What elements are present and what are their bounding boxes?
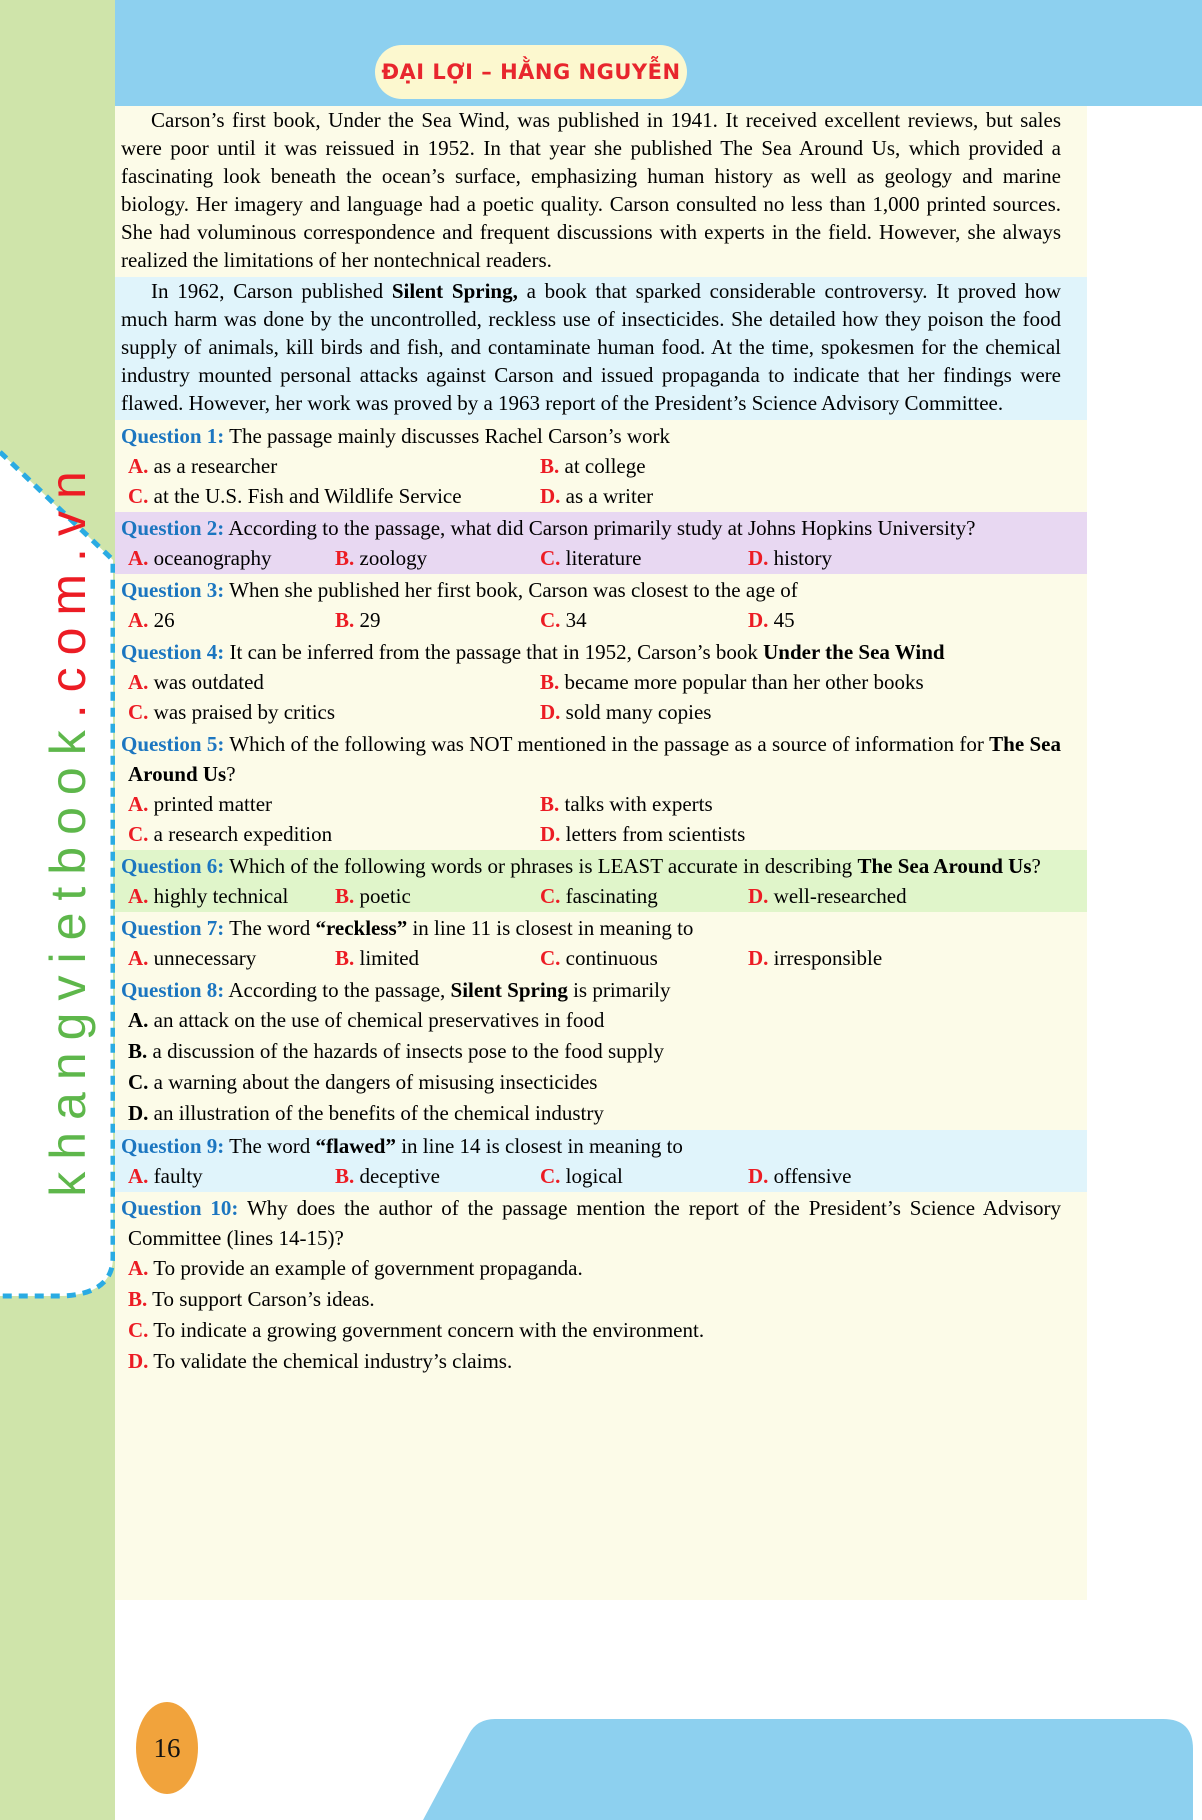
option-letter: B. bbox=[335, 946, 355, 970]
option-d bbox=[748, 543, 1061, 573]
text: The passage mainly discusses Rachel Carson’s work bbox=[229, 424, 671, 448]
passage bbox=[115, 106, 1087, 420]
option-text: logical bbox=[560, 1164, 623, 1188]
option-letter: A. bbox=[128, 946, 149, 970]
option-text: fascinating bbox=[560, 884, 658, 908]
option-a bbox=[128, 789, 540, 819]
option-text: 29 bbox=[354, 608, 381, 632]
page-number: 16 bbox=[153, 1732, 181, 1763]
question-text bbox=[115, 637, 1087, 667]
option-text: well-researched bbox=[768, 884, 907, 908]
option-letter: B. bbox=[128, 1039, 148, 1063]
question-text bbox=[115, 1193, 1087, 1253]
option-letter: B. bbox=[335, 1164, 355, 1188]
text: Why does the author of the passage mention the report of the President’s Science Advisory Committee (lines 14-15)? bbox=[128, 1196, 1061, 1250]
option-text: 45 bbox=[768, 608, 795, 632]
option-text: a discussion of the hazards of insects pose to the food supply bbox=[147, 1039, 665, 1063]
question-options bbox=[128, 943, 1061, 973]
question-text bbox=[115, 729, 1087, 789]
question-6 bbox=[115, 850, 1087, 912]
option-c bbox=[128, 481, 540, 511]
option-text: became more popular than her other books bbox=[559, 670, 924, 694]
option-letter: A. bbox=[128, 546, 149, 570]
text: Which of the following words or phrases is LEAST accurate in describing bbox=[229, 854, 858, 878]
text: In 1962, Carson published bbox=[151, 279, 392, 303]
option-a bbox=[128, 1005, 1061, 1036]
option-text: was praised by critics bbox=[148, 700, 336, 724]
bold-text: “flawed” bbox=[315, 1134, 396, 1158]
question-10 bbox=[115, 1192, 1087, 1378]
question-text bbox=[115, 851, 1087, 881]
question-body bbox=[128, 1196, 1061, 1250]
option-b bbox=[540, 667, 1061, 697]
option-text: oceanography bbox=[148, 546, 272, 570]
question-body bbox=[229, 578, 798, 602]
option-d bbox=[748, 881, 1061, 911]
option-d bbox=[748, 1161, 1061, 1191]
option-letter: D. bbox=[540, 822, 561, 846]
option-text: 26 bbox=[148, 608, 175, 632]
question-3 bbox=[115, 574, 1087, 636]
option-d bbox=[540, 481, 1061, 511]
content-filler bbox=[115, 1378, 1087, 1600]
text: It can be inferred from the passage that in 1952, Carson’s book bbox=[229, 640, 764, 664]
option-letter: C. bbox=[128, 822, 149, 846]
header-badge: ĐẠI LỢI – HẰNG NGUYỄN bbox=[375, 45, 687, 99]
question-5 bbox=[115, 728, 1087, 850]
option-text: as a writer bbox=[560, 484, 654, 508]
question-text bbox=[115, 1131, 1087, 1161]
option-d bbox=[748, 943, 1061, 973]
question-label: Question 5: bbox=[121, 732, 225, 756]
text: Carson’s first book, Under the Sea Wind, was published in 1941. It received excellent reviews, but sales were poor until it was reissued in 1952. In that year she published The Sea Around Us, which provided a fascinating look beneath the ocean’s surface, emphasizing human history as well as geology and marine biology. Her imagery and language had a poetic quality. Carson consulted no less than 1,000 printed sources. She had voluminous correspondence and frequent discussions with experts in the field. However, she always realized the limitations of her nontechnical readers. bbox=[121, 108, 1061, 272]
option-letter: B. bbox=[128, 1287, 148, 1311]
question-label: Question 3: bbox=[121, 578, 225, 602]
option-text: letters from scientists bbox=[560, 822, 746, 846]
option-b bbox=[335, 1161, 540, 1191]
option-text: highly technical bbox=[148, 884, 289, 908]
option-text: at college bbox=[559, 454, 646, 478]
option-text: faulty bbox=[148, 1164, 203, 1188]
option-text: irresponsible bbox=[768, 946, 883, 970]
bold-text: Under the Sea Wind bbox=[763, 640, 945, 664]
question-options bbox=[128, 1005, 1061, 1129]
question-2 bbox=[115, 512, 1087, 574]
option-letter: C. bbox=[128, 1318, 149, 1342]
option-letter: C. bbox=[128, 484, 149, 508]
questions-list bbox=[115, 420, 1087, 1378]
question-body bbox=[228, 516, 975, 540]
option-text: To indicate a growing government concern with the environment. bbox=[148, 1318, 705, 1342]
option-c bbox=[540, 1161, 748, 1191]
option-letter: B. bbox=[540, 670, 560, 694]
option-letter: B. bbox=[335, 884, 355, 908]
text: The word bbox=[229, 1134, 316, 1158]
option-text: as a researcher bbox=[148, 454, 278, 478]
option-c bbox=[540, 943, 748, 973]
question-1 bbox=[115, 420, 1087, 512]
question-body bbox=[229, 424, 670, 448]
option-letter: C. bbox=[540, 608, 561, 632]
option-text: unnecessary bbox=[148, 946, 257, 970]
bold-text: Silent Spring bbox=[450, 978, 568, 1002]
option-text: continuous bbox=[560, 946, 658, 970]
option-a bbox=[128, 543, 335, 573]
text: in line 11 is closest in meaning to bbox=[407, 916, 694, 940]
question-label: Question 9: bbox=[121, 1134, 225, 1158]
question-9 bbox=[115, 1130, 1087, 1192]
option-text: literature bbox=[560, 546, 642, 570]
watermark-site-name: khangvietbook bbox=[40, 718, 96, 1197]
text: The word bbox=[229, 916, 316, 940]
option-c bbox=[540, 881, 748, 911]
question-options bbox=[128, 881, 1061, 911]
option-text: printed matter bbox=[148, 792, 273, 816]
option-b bbox=[128, 1284, 1061, 1315]
sidebar bbox=[0, 0, 115, 1820]
question-text bbox=[115, 975, 1087, 1005]
bottom-blue-shape bbox=[423, 1719, 1193, 1820]
question-label: Question 2: bbox=[121, 516, 225, 540]
option-c bbox=[128, 1067, 1061, 1098]
question-options bbox=[128, 451, 1061, 511]
question-body bbox=[229, 1134, 683, 1158]
option-text: at the U.S. Fish and Wildlife Service bbox=[148, 484, 462, 508]
bold-text: “reckless” bbox=[315, 916, 408, 940]
option-b bbox=[540, 789, 1061, 819]
text: a book that sparked considerable controversy. It proved how much harm was done by the uncontrolled, reckless use of insecticides. She detailed how they poison the food supply of animals, kill birds and fish, and contaminate human food. At the time, spokesmen for the chemical industry mounted personal attacks against Carson and issued propaganda to indicate that her findings were flawed. However, her work was proved by a 1963 report of the President’s Science Advisory Committee. bbox=[121, 279, 1061, 415]
option-letter: C. bbox=[128, 700, 149, 724]
text: Which of the following was NOT mentioned in the passage as a source of information for bbox=[229, 732, 990, 756]
option-text: was outdated bbox=[148, 670, 264, 694]
option-b bbox=[335, 943, 540, 973]
option-c bbox=[540, 605, 748, 635]
question-label: Question 8: bbox=[121, 978, 225, 1002]
bold-text: Silent Spring, bbox=[391, 279, 518, 303]
option-letter: C. bbox=[540, 1164, 561, 1188]
option-b bbox=[335, 605, 540, 635]
option-b bbox=[335, 543, 540, 573]
text: According to the passage, bbox=[228, 978, 451, 1002]
option-c bbox=[128, 819, 540, 849]
option-d bbox=[128, 1346, 1061, 1377]
option-a bbox=[128, 1161, 335, 1191]
option-a bbox=[128, 881, 335, 911]
option-c bbox=[540, 543, 748, 573]
option-letter: A. bbox=[128, 792, 149, 816]
question-body bbox=[230, 640, 945, 664]
header-band bbox=[115, 0, 1202, 106]
option-d bbox=[540, 819, 1061, 849]
option-letter: A. bbox=[128, 454, 149, 478]
option-text: zoology bbox=[354, 546, 428, 570]
passage-paragraph-1 bbox=[115, 106, 1087, 277]
text: ? bbox=[226, 762, 236, 786]
option-text: limited bbox=[354, 946, 420, 970]
option-letter: A. bbox=[128, 884, 149, 908]
option-c bbox=[128, 697, 540, 727]
option-letter: D. bbox=[540, 484, 561, 508]
question-body bbox=[229, 916, 693, 940]
option-text: To provide an example of government propaganda. bbox=[148, 1256, 583, 1280]
question-label: Question 4: bbox=[121, 640, 225, 664]
option-a bbox=[128, 605, 335, 635]
option-letter: B. bbox=[335, 608, 355, 632]
option-text: a research expedition bbox=[148, 822, 333, 846]
option-a bbox=[128, 667, 540, 697]
option-d bbox=[540, 697, 1061, 727]
option-text: 34 bbox=[560, 608, 587, 632]
bold-text: The Sea Around Us bbox=[857, 854, 1032, 878]
bold-text: The Sea Around Us bbox=[128, 732, 1061, 786]
text: When she published her first book, Carson was closest to the age of bbox=[229, 578, 798, 602]
watermark-domain: .com.vn bbox=[40, 459, 96, 719]
question-options bbox=[128, 543, 1061, 573]
option-letter: D. bbox=[748, 1164, 769, 1188]
question-4 bbox=[115, 636, 1087, 728]
option-letter: D. bbox=[748, 946, 769, 970]
option-letter: D. bbox=[128, 1101, 149, 1125]
content-column bbox=[115, 106, 1087, 1600]
question-options bbox=[128, 1161, 1061, 1191]
question-options bbox=[128, 1253, 1061, 1377]
option-letter: B. bbox=[540, 792, 560, 816]
question-label: Question 7: bbox=[121, 916, 225, 940]
option-letter: D. bbox=[128, 1349, 149, 1373]
question-8 bbox=[115, 974, 1087, 1130]
option-text: a warning about the dangers of misusing insecticides bbox=[148, 1070, 598, 1094]
option-letter: D. bbox=[748, 546, 769, 570]
option-letter: B. bbox=[540, 454, 560, 478]
question-text bbox=[115, 421, 1087, 451]
option-letter: D. bbox=[748, 608, 769, 632]
question-body bbox=[229, 854, 1041, 878]
option-text: history bbox=[768, 546, 833, 570]
option-letter: A. bbox=[128, 608, 149, 632]
question-7 bbox=[115, 912, 1087, 974]
option-letter: A. bbox=[128, 1164, 149, 1188]
option-a bbox=[128, 943, 335, 973]
question-label: Question 10: bbox=[121, 1196, 239, 1220]
option-letter: C. bbox=[540, 884, 561, 908]
option-text: sold many copies bbox=[560, 700, 712, 724]
option-text: offensive bbox=[768, 1164, 852, 1188]
question-options bbox=[128, 667, 1061, 727]
watermark-url bbox=[37, 428, 99, 1228]
option-text: an illustration of the benefits of the chemical industry bbox=[148, 1101, 604, 1125]
text: is primarily bbox=[567, 978, 671, 1002]
option-letter: A. bbox=[128, 1008, 149, 1032]
option-b bbox=[540, 451, 1061, 481]
option-letter: D. bbox=[748, 884, 769, 908]
option-letter: A. bbox=[128, 1256, 149, 1280]
text: in line 14 is closest in meaning to bbox=[395, 1134, 683, 1158]
question-text bbox=[115, 913, 1087, 943]
question-body bbox=[128, 732, 1061, 786]
question-text bbox=[115, 513, 1087, 543]
question-label: Question 6: bbox=[121, 854, 225, 878]
option-text: deceptive bbox=[354, 1164, 440, 1188]
option-a bbox=[128, 451, 540, 481]
question-text bbox=[115, 575, 1087, 605]
question-body bbox=[228, 978, 670, 1002]
option-a bbox=[128, 1253, 1061, 1284]
option-c bbox=[128, 1315, 1061, 1346]
option-text: To support Carson’s ideas. bbox=[147, 1287, 375, 1311]
text: According to the passage, what did Carson primarily study at Johns Hopkins University? bbox=[228, 516, 976, 540]
passage-paragraph-2 bbox=[115, 277, 1087, 420]
question-options bbox=[128, 789, 1061, 849]
option-b bbox=[335, 881, 540, 911]
option-letter: B. bbox=[335, 546, 355, 570]
option-letter: C. bbox=[540, 546, 561, 570]
option-d bbox=[128, 1098, 1061, 1129]
option-letter: C. bbox=[540, 946, 561, 970]
option-b bbox=[128, 1036, 1061, 1067]
option-text: talks with experts bbox=[559, 792, 713, 816]
option-letter: A. bbox=[128, 670, 149, 694]
option-letter: D. bbox=[540, 700, 561, 724]
question-options bbox=[128, 605, 1061, 635]
option-text: To validate the chemical industry’s claims. bbox=[148, 1349, 513, 1373]
option-text: poetic bbox=[354, 884, 411, 908]
option-text: an attack on the use of chemical preservatives in food bbox=[148, 1008, 605, 1032]
text: ? bbox=[1031, 854, 1041, 878]
bottom-decoration bbox=[0, 1700, 1202, 1820]
option-d bbox=[748, 605, 1061, 635]
option-letter: C. bbox=[128, 1070, 149, 1094]
question-label: Question 1: bbox=[121, 424, 225, 448]
